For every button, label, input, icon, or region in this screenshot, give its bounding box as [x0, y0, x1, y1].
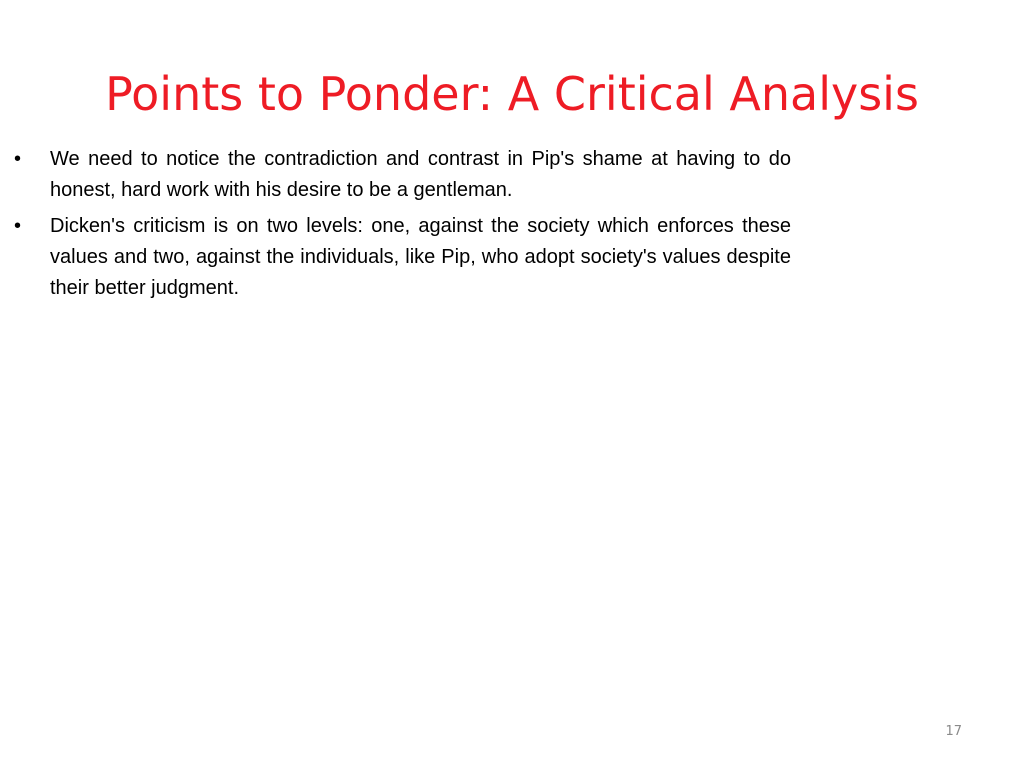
bullet-item [14, 211, 791, 304]
bullet-list [14, 144, 791, 309]
bullet-item [14, 144, 791, 206]
bullet-text: Dicken's criticism is on two levels: one, against the society which enforces these values and two, against the individuals, like Pip, who adopt society's values despite their better judgment. [50, 215, 791, 299]
page-number: 17 [945, 724, 962, 739]
slide-title: Points to Ponder: A Critical Analysis [105, 67, 919, 121]
bullet-icon: • [14, 215, 22, 237]
bullet-text: We need to notice the contradiction and contrast in Pip's shame at having to do honest, hard work with his desire to be a gentleman. [50, 148, 791, 201]
bullet-icon: • [14, 148, 22, 170]
